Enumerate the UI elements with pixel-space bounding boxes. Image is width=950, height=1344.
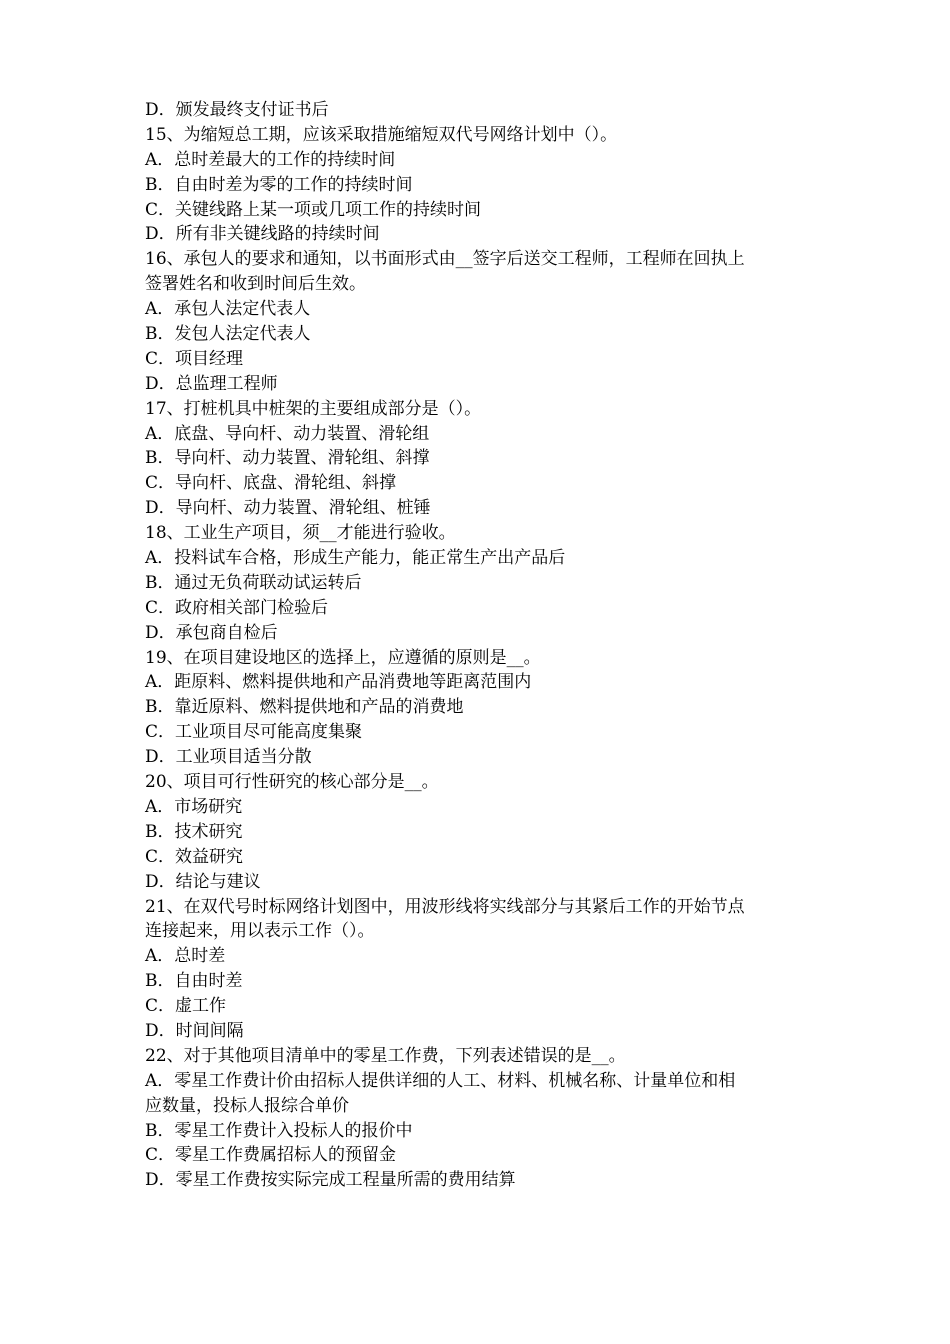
text-line: C．虚工作 <box>145 996 227 1017</box>
question-22-stem: 22、对于其他项目清单中的零星工作费，下列表述错误的是__。 <box>145 1045 626 1066</box>
text-line: A．底盘、导向杆、动力装置、滑轮组 <box>145 423 430 444</box>
text-line: A．距原料、燃料提供地和产品消费地等距离范围内 <box>145 672 532 693</box>
text-line: D．承包商自检后 <box>145 622 278 643</box>
text-line: B．通过无负荷联动试运转后 <box>145 572 362 593</box>
question-16-stem-cont: 签署姓名和收到时间后生效。 <box>145 274 366 295</box>
text-line: A．总时差 <box>145 946 226 967</box>
text-line: B．自由时差 <box>145 971 243 992</box>
text-line: B．靠近原料、燃料提供地和产品的消费地 <box>145 697 464 718</box>
text-line: B．自由时差为零的工作的持续时间 <box>145 174 413 195</box>
text-line: D．颁发最终支付证书后 <box>145 100 329 120</box>
question-15-stem: 15、为缩短总工期，应该采取措施缩短双代号网络计划中（）。 <box>145 124 618 145</box>
text-line: B．零星工作费计入投标人的报价中 <box>145 1120 413 1141</box>
text-line: C．关键线路上某一项或几项工作的持续时间 <box>145 199 482 220</box>
text-line: C．政府相关部门检验后 <box>145 597 329 618</box>
text-line: A．承包人法定代表人 <box>145 299 311 320</box>
text-line: B．技术研究 <box>145 821 243 842</box>
text-line: D．总监理工程师 <box>145 373 278 394</box>
question-20-stem: 20、项目可行性研究的核心部分是__。 <box>145 772 439 793</box>
text-line: A．市场研究 <box>145 796 243 817</box>
question-17-stem: 17、打桩机具中桩架的主要组成部分是（）。 <box>145 398 482 419</box>
text-line: D．零星工作费按实际完成工程量所需的费用结算 <box>145 1170 516 1191</box>
text-line: D．结论与建议 <box>145 871 261 892</box>
text-line: C．零星工作费属招标人的预留金 <box>145 1145 397 1166</box>
text-line: B．发包人法定代表人 <box>145 324 311 345</box>
text-line: A．总时差最大的工作的持续时间 <box>145 149 396 170</box>
question-19-stem: 19、在项目建设地区的选择上，应遵循的原则是__。 <box>145 647 541 668</box>
question-21-stem: 21、在双代号时标网络计划图中，用波形线将实线部分与其紧后工作的开始节点 <box>145 896 745 917</box>
question-18-stem: 18、工业生产项目，须__才能进行验收。 <box>145 523 456 544</box>
text-line: C．导向杆、底盘、滑轮组、斜撑 <box>145 473 397 494</box>
question-16-stem: 16、承包人的要求和通知，以书面形式由__签字后送交工程师，工程师在回执上 <box>145 249 745 270</box>
text-line: C．效益研究 <box>145 846 244 867</box>
text-line: C．工业项目尽可能高度集聚 <box>145 722 363 743</box>
text-line: D．导向杆、动力装置、滑轮组、桩锤 <box>145 498 431 519</box>
text-line: A．零星工作费计价由招标人提供详细的人工、材料、机械名称、计量单位和相 <box>145 1070 736 1091</box>
question-21-stem-cont: 连接起来，用以表示工作（）。 <box>145 921 375 942</box>
text-line: D．所有非关键线路的持续时间 <box>145 224 380 245</box>
text-line: D．时间间隔 <box>145 1020 244 1041</box>
text-line: A．投料试车合格，形成生产能力，能正常生产出产品后 <box>145 548 566 569</box>
text-line: B．导向杆、动力装置、滑轮组、斜撑 <box>145 448 430 469</box>
text-line: C．项目经理 <box>145 348 244 369</box>
document-page <box>145 98 825 1193</box>
text-line: 应数量，投标人报综合单价 <box>145 1095 349 1116</box>
text-line: D．工业项目适当分散 <box>145 747 312 768</box>
